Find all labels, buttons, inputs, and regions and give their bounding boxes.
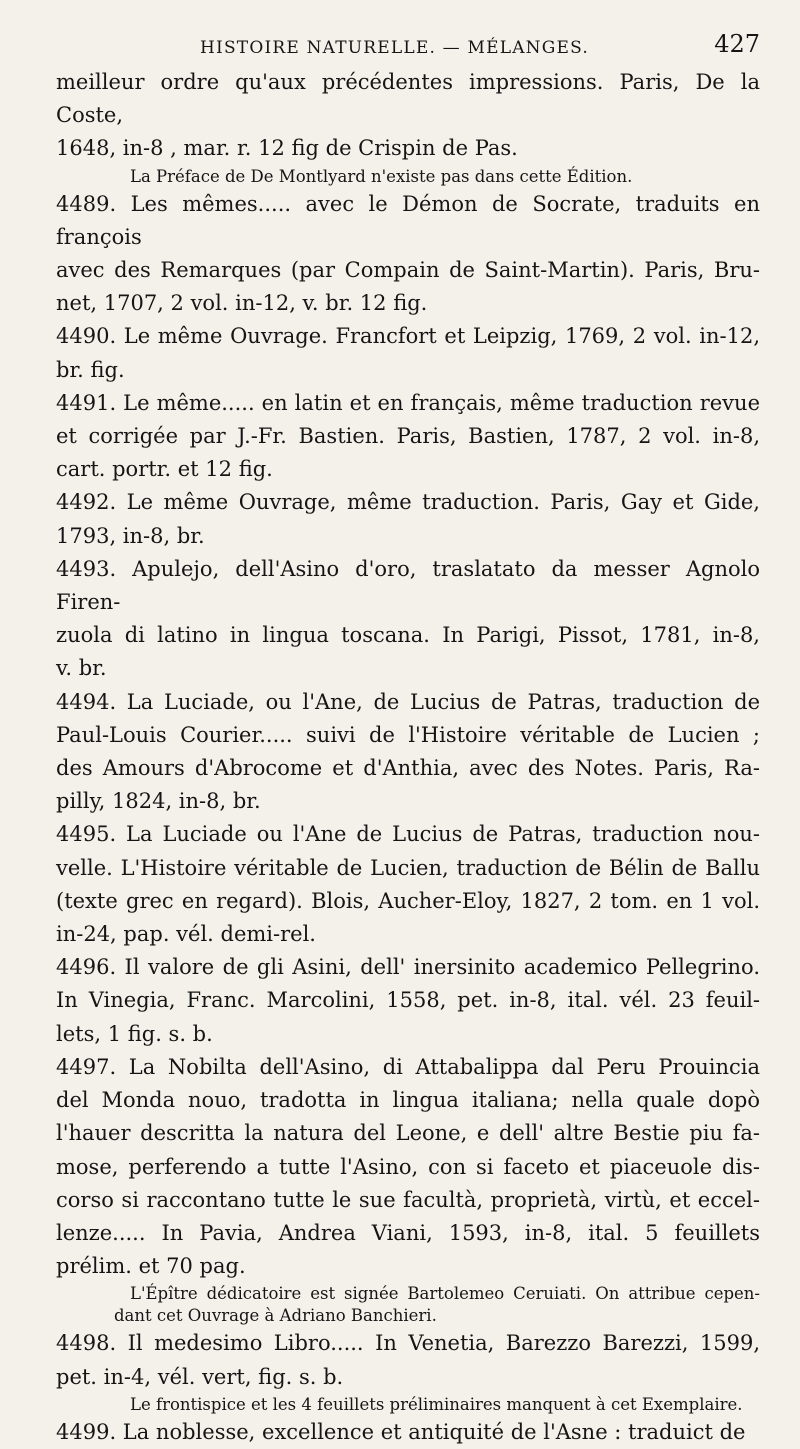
running-title: HISTOIRE NATURELLE. — MÉLANGES. xyxy=(200,38,589,58)
entry-note: Le frontispice et les 4 feuillets préliminaires manquent à cet Exemplaire. xyxy=(130,1394,743,1414)
entry-line: corso si raccontano tutte le sue facultà, proprietà, virtù, et eccel- xyxy=(56,1187,760,1212)
entry-line: et corrigée par J.-Fr. Bastien. Paris, Bastien, 1787, 2 vol. in-8, xyxy=(56,424,760,449)
entry-line: prélim. et 70 pag. xyxy=(56,1254,246,1279)
entry-line: 4491. Le même..... en latin et en français, même traduction revue xyxy=(56,390,760,415)
catalog-entry xyxy=(56,66,760,188)
entry-line: 4490. Le même Ouvrage. Francfort et Leipzig, 1769, 2 vol. in-12, xyxy=(56,324,760,349)
entry-line: cart. portr. et 12 fig. xyxy=(56,457,273,482)
entry-note: L'Épître dédicatoire est signée Bartolemeo Ceruiati. On attribue cepen- xyxy=(130,1284,760,1304)
entry-line: 4496. Il valore de gli Asini, dell' inersinito academico Pellegrino. xyxy=(56,955,760,980)
entry-note: La Préface de De Montlyard n'existe pas dans cette Édition. xyxy=(130,166,633,186)
entry-line: 4499. La noblesse, excellence et antiquité de l'Asne : traduict de xyxy=(56,1419,746,1444)
entry-line: 4495. La Luciade ou l'Ane de Lucius de Patras, traduction nou- xyxy=(56,822,760,847)
catalog-entry xyxy=(56,1051,760,1327)
page-header xyxy=(200,28,760,68)
catalog-entry xyxy=(56,686,760,819)
entry-line: l'hauer descritta la natura del Leone, e dell' altre Bestie piu fa- xyxy=(56,1121,760,1146)
entry-line: 4492. Le même Ouvrage, même traduction. Paris, Gay et Gide, xyxy=(56,490,760,515)
page-number: 427 xyxy=(714,30,760,58)
catalog-entry xyxy=(56,320,760,386)
entry-line: br. fig. xyxy=(56,357,125,382)
entry-line: 4494. La Luciade, ou l'Ane, de Lucius de Patras, traduction de xyxy=(56,689,760,714)
catalog-entry xyxy=(56,553,760,686)
entry-line: In Vinegia, Franc. Marcolini, 1558, pet. in-8, ital. vél. 23 feuil- xyxy=(56,988,760,1013)
entry-line: avec des Remarques (par Compain de Saint-Martin). Paris, Bru- xyxy=(56,258,760,283)
catalog-entry xyxy=(56,818,760,951)
catalog-entry xyxy=(56,387,760,487)
entry-line: velle. L'Histoire véritable de Lucien, traduction de Bélin de Ballu xyxy=(56,855,760,880)
catalog-entry xyxy=(56,188,760,321)
entry-line: Paul-Louis Courier..... suivi de l'Histoire véritable de Lucien ; xyxy=(56,722,760,747)
entry-line: 1793, in-8, br. xyxy=(56,523,205,548)
entry-line: lets, 1 fig. s. b. xyxy=(56,1021,213,1046)
entry-line: 4489. Les mêmes..... avec le Démon de Socrate, traduits en françois xyxy=(56,191,760,249)
entry-line: mose, perferendo a tutte l'Asino, con si faceto et piaceuole dis- xyxy=(56,1154,760,1179)
entry-line: 4493. Apulejo, dell'Asino d'oro, traslatato da messer Agnolo Firen- xyxy=(56,556,760,615)
entry-line: lenze..... In Pavia, Andrea Viani, 1593, in-8, ital. 5 feuillets xyxy=(56,1220,760,1245)
entry-line: net, 1707, 2 vol. in-12, v. br. 12 fig. xyxy=(56,291,428,316)
entry-line: zuola di latino in lingua toscana. In Parigi, Pissot, 1781, in-8, xyxy=(56,623,760,648)
catalog-entry xyxy=(56,1327,760,1415)
page-body xyxy=(56,66,760,1449)
catalog-entry xyxy=(56,486,760,552)
entry-line: des Amours d'Abrocome et d'Anthia, avec des Notes. Paris, Ra- xyxy=(56,756,760,781)
entry-line: del Monda nouo, tradotta in lingua italiana; nella quale dopò xyxy=(56,1088,760,1113)
entry-line: meilleur ordre qu'aux précédentes impressions. Paris, De la Coste, xyxy=(56,70,760,128)
entry-line: in-24, pap. vél. demi-rel. xyxy=(56,922,316,947)
entry-line: 4497. La Nobilta dell'Asino, di Attabalippa dal Peru Prouincia xyxy=(56,1054,760,1079)
entry-line: pilly, 1824, in-8, br. xyxy=(56,789,261,814)
entry-line: v. br. xyxy=(56,656,107,681)
entry-line: (texte grec en regard). Blois, Aucher-Eloy, 1827, 2 tom. en 1 vol. xyxy=(56,888,760,913)
entry-line: pet. in-4, vél. vert, fig. s. b. xyxy=(56,1364,344,1389)
entry-note: dant cet Ouvrage à Adriano Banchieri. xyxy=(114,1306,437,1326)
catalog-entry xyxy=(56,951,760,1051)
entry-line: 1648, in-8 , mar. r. 12 fig de Crispin de Pas. xyxy=(56,136,518,161)
entry-line: 4498. Il medesimo Libro..... In Venetia, Barezzo Barezzi, 1599, xyxy=(56,1331,760,1356)
catalog-entry xyxy=(56,1416,760,1449)
